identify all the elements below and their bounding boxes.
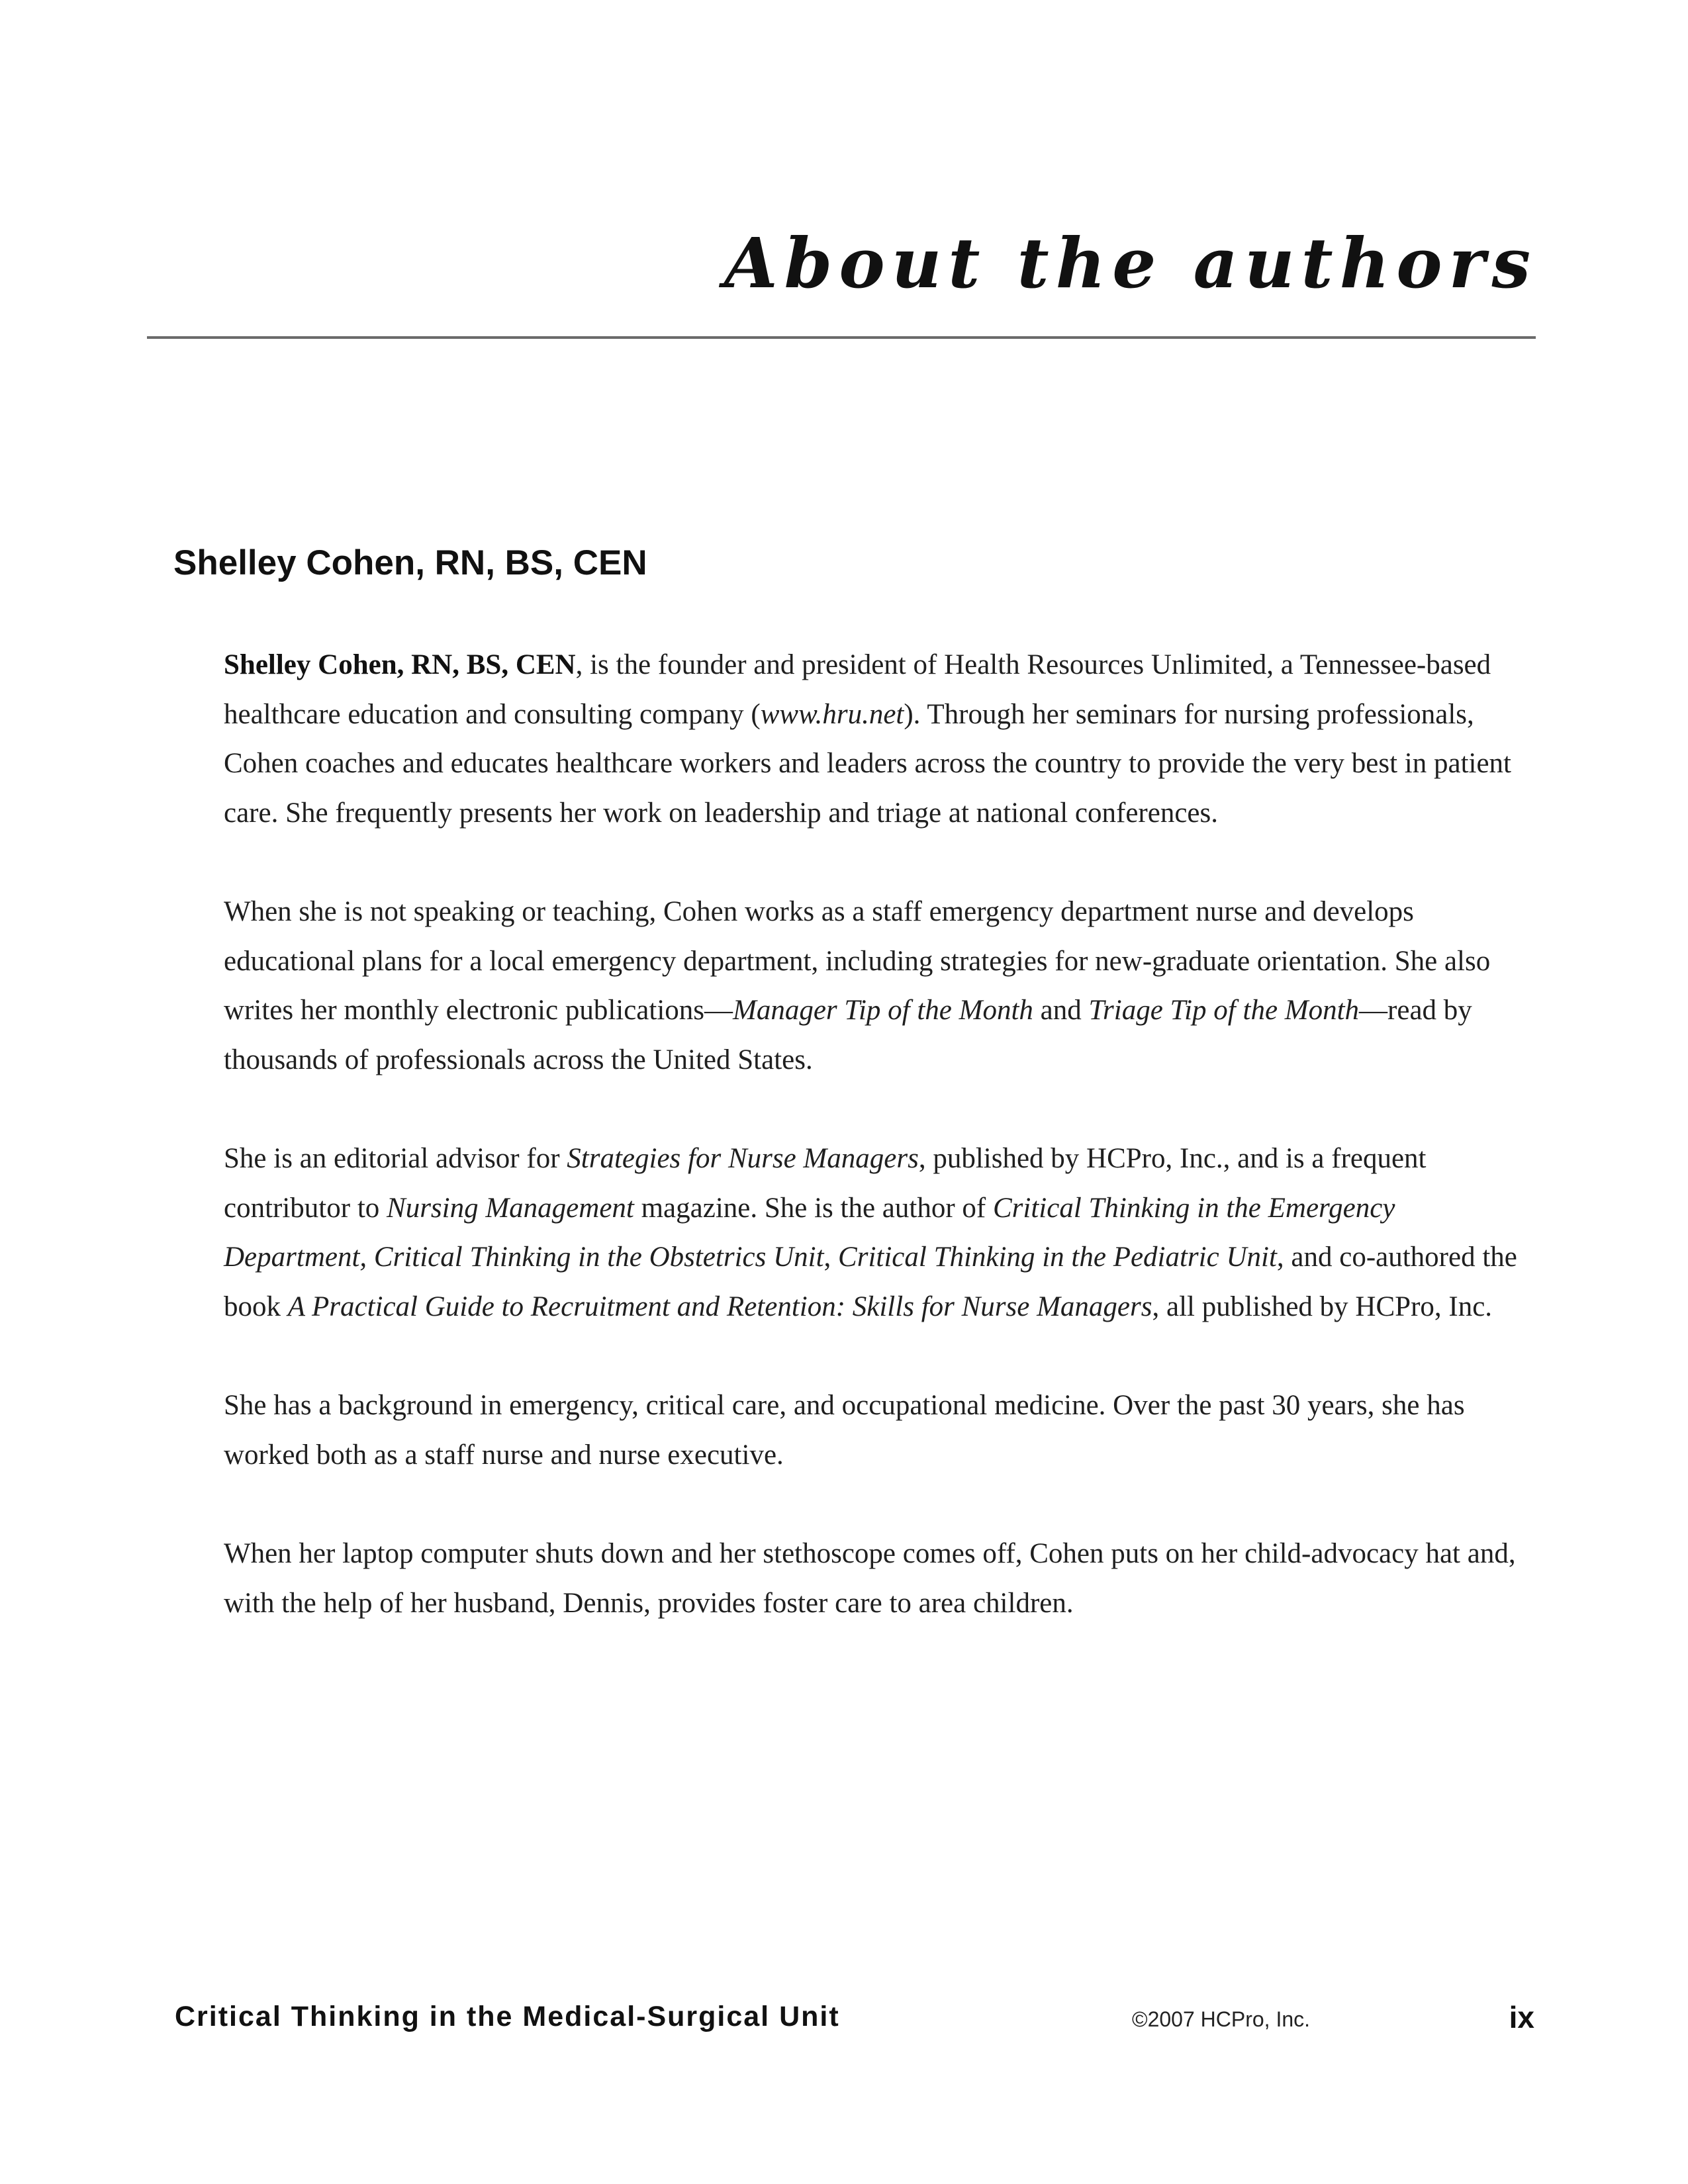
bio-paragraph-1 [224,641,1521,838]
title-divider [147,336,1536,339]
bio-text: , [823,1242,839,1273]
bio-website: www.hru.net [760,698,904,730]
page-title: About the authors [724,222,1537,304]
bio-text: and [1033,995,1089,1026]
bio-text: ). Through her seminars for nursing professionals, Cohen coaches and educates healthcare workers and leaders across the country to provide the very best in patient care. She frequently presents her work on leadership and triage at national conferences. [224,698,1511,829]
author-heading: Shelley Cohen, RN, BS, CEN [173,543,647,582]
bio-text: She has a background in emergency, critical care, and occupational medicine. Over the past 30 years, she has worked both as a staff nurse and nurse executive. [224,1390,1465,1471]
bio-paragraph-5 [224,1529,1521,1628]
publication-title: Strategies for Nurse Managers [567,1143,919,1174]
footer-copyright: ©2007 HCPro, Inc. [1132,2007,1311,2031]
publication-title: Triage Tip of the Month [1088,995,1360,1026]
footer-book-title: Critical Thinking in the Medical-Surgical Unit [175,2001,840,2032]
book-title: Critical Thinking in the Pediatric Unit [838,1242,1277,1273]
author-bio [224,641,1521,1678]
bio-text: , published by HCPro, Inc., and is a frequent contributor to [224,1143,1427,1224]
page-number: ix [1509,2000,1534,2034]
bio-paragraph-2 [224,887,1521,1085]
bio-text: When she is not speaking or teaching, Cohen works as a staff emergency department nurse and develops educational plans for a local emergency department, including strategies for new-graduate orientation. She also writes her monthly electronic publications— [224,896,1491,1026]
bio-author-name: Shelley Cohen, RN, BS, CEN [224,649,576,680]
publication-title: Nursing Management [387,1192,634,1224]
bio-text: She is an editorial advisor for [224,1143,567,1174]
book-title: A Practical Guide to Recruitment and Retention: Skills for Nurse Managers [287,1291,1152,1322]
bio-text: —read by thousands of professionals across the United States. [224,995,1472,1075]
bio-text: , and co-authored the book [224,1242,1517,1322]
bio-text: magazine. She is the author of [633,1192,993,1224]
bio-paragraph-3 [224,1134,1521,1332]
bio-text: When her laptop computer shuts down and her stethoscope comes off, Cohen puts on her child-advocacy hat and, with the help of her husband, Dennis, provides foster care to area children. [224,1538,1516,1619]
bio-text: , is the founder and president of Health Resources Unlimited, a Tennessee-based healthcare education and consulting company ( [224,649,1491,730]
bio-paragraph-4 [224,1381,1521,1480]
bio-text: , all published by HCPro, Inc. [1152,1291,1493,1322]
publication-title: Manager Tip of the Month [733,995,1033,1026]
book-title: Critical Thinking in the Emergency Department, Critical Thinking in the Obstetrics Unit [224,1192,1395,1273]
